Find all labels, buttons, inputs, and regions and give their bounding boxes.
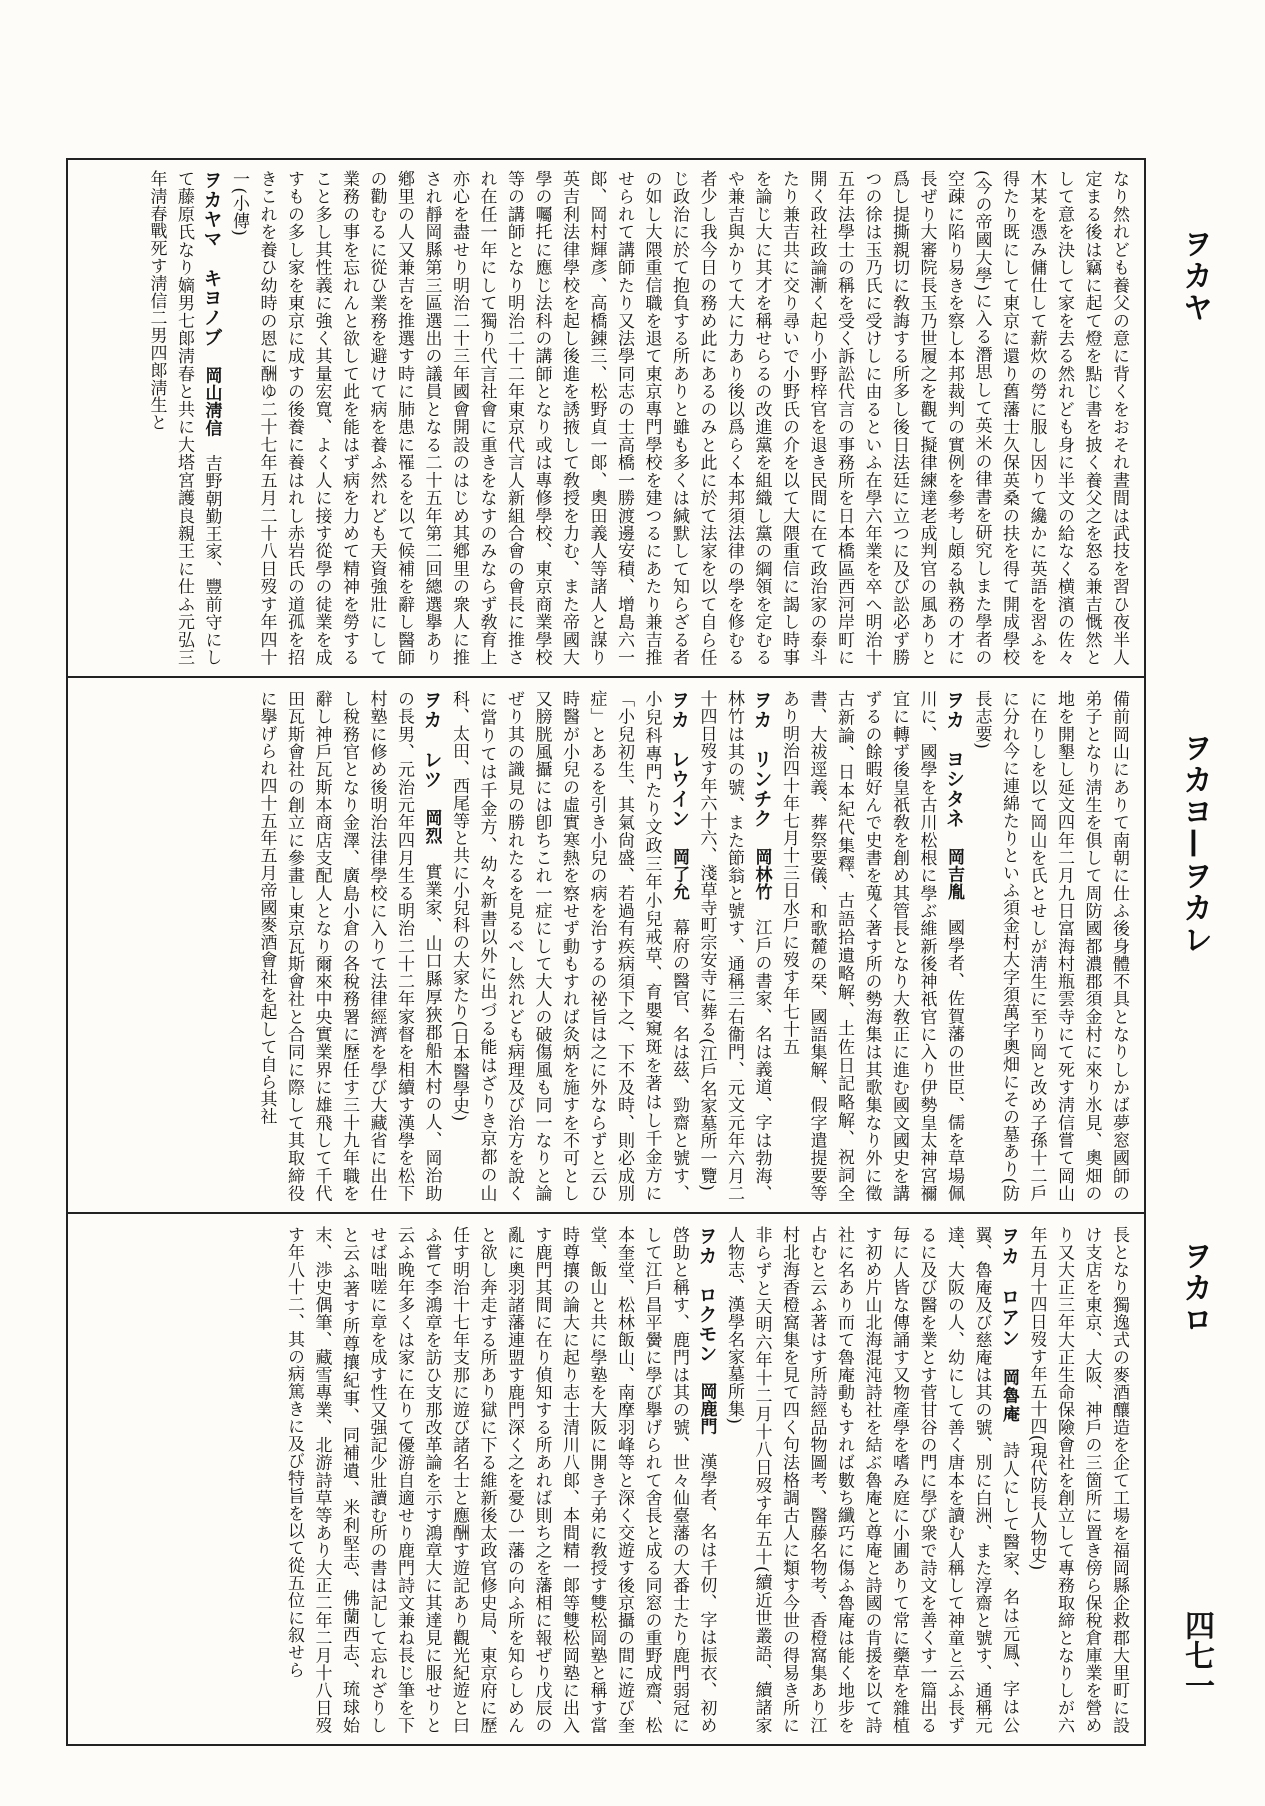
entry — [697, 690, 772, 1202]
entry — [284, 1226, 717, 1734]
entry — [449, 690, 689, 1202]
entry-text: 江戶の書家、名は義道、字は勃海、林竹は其の號、また節翁と號す、通稱三右衞門、元文元年六月二十四日歿す年六十六、淺草寺町宗安寺に葬る(江戶名家墓所一覽) — [696, 690, 772, 1202]
entry-text: 詩人にして醫家、名は元鳳、字は公翼、魯庵及び慈庵は其の號、別に白洲、また淳齋と號す、通稱元達、大阪の人、幼にして善く唐本を讀む人稱して神童と云ふ長ずるに及び醫を業とす菅甘谷の門に學び衆で詩文を善くす一篇出る毎に人皆な傳誦す又物產學を嗜み庭に小圃ありて常に藥草を雜植す初め片山北海混沌詩社を結ぶ魯庵と尊庵と詩國の肯援を以て詩社に名あり而て魯庵動もすれば數ち纖巧に傷ふ魯庵は能く地步を占むと云ふ著はす所詩經品物圖考、醫藤名物考、香橙窩集あり江村北海香橙窩集を見て四く句法格調古人に類す今世の得易き所に非らずと天明六年十二月十八日歿す年五十(續近世叢語、續諸家人物志、漢學名家墓所集) — [724, 1226, 1019, 1734]
entry-name: 岡吉胤 — [944, 847, 964, 919]
entry-name: 岡林竹 — [751, 847, 772, 919]
band-top-text — [80, 170, 1132, 666]
entry-text: 漢學者、名は千仞、字は振衣、初め啓助と稱す、鹿門は其の號、世々仙臺藩の大番士たり鹿門弱冠にして江戶昌平黌に學び擧げられて舍長と成る同窓の重野成齋、松本奎堂、松林飯山、南摩羽峰等と深く交遊す後京攝の間に遊び奎堂、飯山と共に學塾を大阪に開き子弟に敎授す雙松岡塾と稱す當時尊攘の論大に起り志士清川八郞、本間精一郞等雙松岡塾に出入す鹿門其間に在り偵知する所あれば則ち之を藩相に報ぜり戊辰の亂に奧羽諸藩連盟す鹿門深く之を憂ひ一藩の向ふ所を知らしめんと欲し奔走する所あり獄に下る維新後太政官修史局、東京府に歷任す明治十七年支那に遊び諸名士と應酬す遊記あり觀光紀遊と曰ふ嘗て李鴻章を訪ひ支那改革論を示す鴻章大に其達見に服せりと云ふ晚年多くは家に在りて優游自適せり鹿門詩文兼ね長じ筆を下せば咄嗟に章を成す性又强記少壯讀む所の書は記して忘れざりしと云ふ著す所尊攘紀事、同補遺、米利堅志、佛蘭西志、琉球始末、渉史偶筆、藏雪專業、北游詩草等あり大正二年二月十八日歿す年八十二、其の病篤きに及び特旨を以て從五位に叙せら — [284, 1226, 717, 1734]
entry-reading: ヲカ ロクモン — [695, 1226, 718, 1383]
entry-reading: ヲカヤマ キヨノブ — [200, 170, 223, 367]
entry — [147, 170, 222, 666]
entry-reading: ヲカ レウイン — [668, 690, 690, 848]
entry — [1027, 1226, 1130, 1734]
entry-text: 長となり獨逸式の麥酒釀造を企て工場を福岡縣企救郡大里町に設け支店を東京、大阪、神戶の三箇所に置き傍ら保稅倉庫業を營めり又大正三年大正生命保險會社を創立して專務取締となりしが六年五月十四日歿す年五十四(現代防長人物史) — [1026, 1226, 1129, 1734]
entry-name: 岡烈 — [421, 809, 442, 863]
entry-reading: ヲカ ロアン — [998, 1226, 1020, 1369]
page-frame — [66, 158, 1146, 1746]
entry-reading: ヲカ リンチク — [750, 690, 773, 848]
entry — [229, 170, 1129, 666]
entry — [257, 690, 442, 1202]
entry-name: 岡山淸信 — [201, 366, 222, 455]
entry-text: 幕府の醫官、名は茲、勁齋と號す、小兒科專門たり文政三年小兒戒草、育嬰窺斑を著はし千金方に「小兒初生、其氣尙盛、若過有疾病須下之、下不及時、則必成別症」とあるを引き小兒の病を治するの祕旨は之に外ならずと云ひ時醫が小兒の虛實寒熱を察せず動もすれば灸炳を施すを不可とし又膀胱風攝には卽ちこれ一症にして大人の破傷風も同一なりと論ぜり其の識見の勝れたるを見るべし然れども病理及び治方を說くに當りては千金方、幼々新書以外に出づる能はざりき京都の山科、太田、西尾等と共に小兒科の大家たり(日本醫學史) — [449, 690, 689, 1202]
entry-name: 岡了允 — [669, 847, 689, 919]
entry — [972, 690, 1130, 1202]
running-head: ヲカヤ — [1177, 228, 1212, 324]
band-middle-text — [80, 690, 1132, 1202]
entry-text: 備前岡山にありて南朝に仕ふ後身體不具となりしかば夢窓國師の弟子となり淸生を俱して周防國都濃郡須金村に來り氷見、奧畑の地を開墾し延文四年二月九日富海村瓶雲寺にて死す淸信嘗て岡山に在りしを以て岡山を氏とせしが淸生に至り岡と改め子孫十二戶に分れ今に連綿たりといふ須金村大字須萬字奧畑にその墓あり(防長志要) — [971, 690, 1129, 1202]
band-bottom — [68, 1216, 1144, 1744]
band-top — [68, 160, 1144, 676]
entry-name: 岡魯庵 — [999, 1368, 1019, 1442]
entry-reading: ヲカ ヨシタネ — [943, 690, 965, 848]
entry-reading: ヲカ レツ — [420, 690, 443, 810]
running-head: ヲカロ — [1177, 1240, 1212, 1336]
band-bottom-text — [80, 1226, 1132, 1734]
entry-text: なり然れども養父の意に背くをおそれ晝間は武技を習ひ夜半人定まる後は竊に起て燈を點じ書を披く養父之を怒る兼吉慨然として意を決して家を去る然れども身に半文の給なく横濱の佐々木某を憑み傭仕して薪炊の勞に服し因りて纔かに英語を習ふを得たり既にして東京に還り舊藩士久保英桑の扶を得て開成學校(今の帝國大學)に入る潛思して英米の律書を研究しまた學者の空疎に陷り易きを察し本邦裁判の實例を參考し頗る執務の才に長ぜり大審院長玉乃世履之を觀て擬律練達老成判官の風ありと爲し提撕親切に敎誨する所多し後日法廷に立つに及び訟必ず勝つの徐は玉乃氏に受けしに由るといふ在學六年業を卒へ明治十五年法學士の稱を受く訴訟代言の事務所を日本橋區西河岸町に開く政社政論漸く起り小野梓官を退き民間に在て政治家の泰斗たり兼吉共に交り尋いで小野氏の介を以て大隈重信に謁し時事を論じ大に其才を稱せらるの改進黨を組織し黨の綱領を定むるや兼吉與かりて大に力あり後以爲らく本邦須法律の學を修むる者少し我今日の務め此にあるのみと此に於て法家を以て自ら任じ政治に於て抱負する所ありと雖も多くは緘默して知らざる者の如し大隈重信職を退て東京專門學校を建つるにあたり兼吉推せられて講師たり又法學同志の士高橋一勝渡邊安積、增島六一郞、岡村輝彥、高橋錬三、松野貞一郞、奧田義人等諸人と謀り英吉利法律學校を起し後進を誘掖して敎授を力む、また帝國大學の囑托に應じ法科の講師となり或は專修學校、東京商業學校等の講師となり明治二十二年東京代言人新組合會の會長に推され在任一年にして獨り代言社會に重きをなすのみならず敎育上亦心を盡せり明治二十三年國會開設のはじめ其鄕里の衆人に推され靜岡縣第三區選出の議員となる二十五年第二回總選擧あり鄕里の人又兼吉を推選す時に肺患に罹るを以て候補を辭し醫師の勸むるに從ひ業務を避けて病を養ふ然れども天資強壯にして業務の事を忘れんと欲して此を能はず病を力めて精神を勞すること多し其性義に強く其量宏寬、よく人に接す從學の徒業を成すもの多し家を東京に成すの後養に養はれし赤岩氏の道孤を招きこれを養ひ幼時の恩に酬ゆ二十七年五月二十八日歿す年四十一(小傳) — [229, 170, 1129, 666]
divider — [68, 676, 1144, 678]
divider — [68, 1212, 1144, 1214]
entry-name: 岡鹿門 — [696, 1382, 717, 1453]
entry — [724, 1226, 1019, 1734]
page-number: 四七一 — [1179, 1610, 1214, 1700]
entry — [779, 690, 964, 1202]
band-middle — [68, 680, 1144, 1212]
entry-text: 實業家、山口縣厚狹郡船木村の人、岡治助の長男、元治元年四月生る明治二十二年家督を相續す漢學を松下村塾に修め後明治法律學校に入りて法律經濟を學び大藏省に出仕し稅務官となり金澤、廣島小倉の各稅務署に歷任す三十九年職を辭し神戶瓦斯本商店支配人となり爾來中央實業界に雄飛して千代田瓦斯會社の創立に參畫し東京瓦斯會社と合同に際して其取締役に擧げられ四十五年五月帝國麥酒會社を起して自ら其社 — [256, 690, 442, 1202]
entry-text: 國學者、佐賀藩の世臣、儒を草場佩川に、國學を古川松根に學ぶ維新後神祇官に入り伊勢皇太神宮禰宜に轉ず後皇祇敎を創め其管長となり大敎正に進む國文國史を講ずるの餘暇好んで史書を蒐く著す所の勢海集は其歌集なり外に徵古新論、日本紀代集釋、古語拾遺略解、土佐日記略解、祝詞全書、大祓逕義、葬祭要儀、和歌麓の栞、國語集解、假字遣提要等あり明治四十年七月十三日水戶に歿す年七十五 — [779, 690, 964, 1202]
entry-text: 吉野朝勤王家、豐前守にして藤原氏なり嫡男七郞淸春と共に大塔宮護良親王に仕ふ元弘三年淸春戰死す淸信二男四郞淸生と — [146, 170, 222, 666]
running-head: ヲカヨ—ヲカレ — [1177, 732, 1212, 956]
